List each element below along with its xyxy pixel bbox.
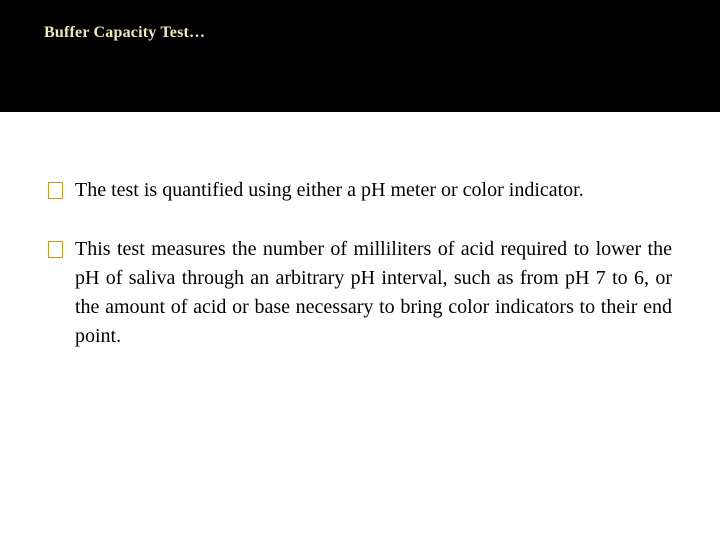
bullet-list xyxy=(48,176,672,381)
bullet-item xyxy=(48,176,672,205)
bullet-item xyxy=(48,235,672,351)
bullet-text: This test measures the number of milliliters of acid required to lower the pH of saliva through an arbitrary pH interval, such as from pH 7 to 6, or the amount of acid or base necessary to bring color indicators to their end point. xyxy=(75,238,672,347)
slide-title: Buffer Capacity Test… xyxy=(44,24,206,41)
square-bullet-icon xyxy=(48,241,63,258)
title-bar xyxy=(0,0,720,112)
bullet-text: The test is quantified using either a pH meter or color indicator. xyxy=(75,179,584,201)
square-bullet-icon xyxy=(48,182,63,199)
